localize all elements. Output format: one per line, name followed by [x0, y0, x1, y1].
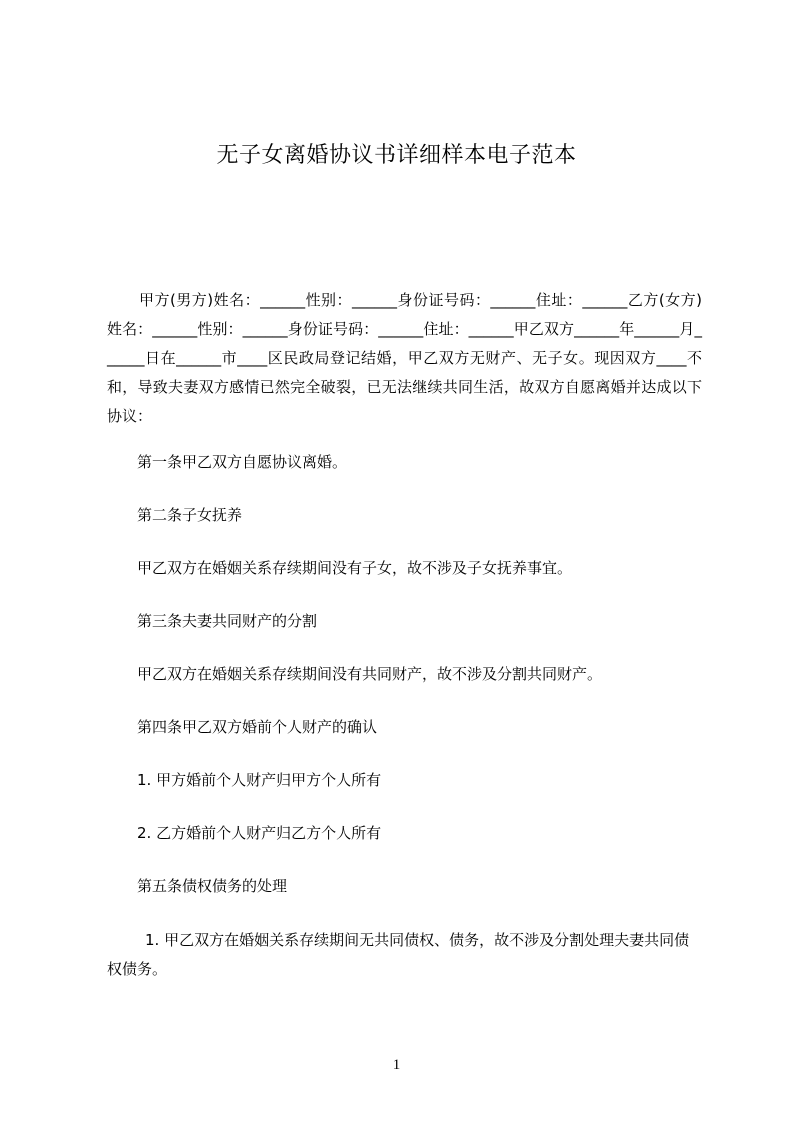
intro-paragraph: 甲方(男方)姓名：______性别：______身份证号码：______住址：______乙方(女方)姓名：______性别：______身份证号码：______住址：______甲乙双方______年______月______日在______市____区民政局登记结婚，甲乙双方无财产、无子女。现因双方____不和，导致夫妻双方感情已然完全破裂，已无法继续共同生活，故双方自愿离婚并达成以下协议：	[107, 291, 702, 425]
article-5-heading: 第五条债权债务的处理	[137, 877, 288, 895]
article-2-body: 甲乙双方在婚姻关系存续期间没有子女，故不涉及子女抚养事宜。	[137, 559, 573, 577]
article-4-item-1: 1. 甲方婚前个人财产归甲方个人所有	[137, 771, 382, 789]
article-3-body: 甲乙双方在婚姻关系存续期间没有共同财产，故不涉及分割共同财产。	[137, 665, 603, 683]
article-3-heading: 第三条夫妻共同财产的分割	[137, 612, 318, 630]
article-4-item-2: 2. 乙方婚前个人财产归乙方个人所有	[137, 824, 382, 842]
document-title: 无子女离婚协议书详细样本电子范本	[216, 143, 577, 168]
article-4-heading: 第四条甲乙双方婚前个人财产的确认	[137, 718, 378, 736]
article-1: 第一条甲乙双方自愿协议离婚。	[137, 453, 348, 471]
article-5-item-1: 1. 甲乙双方在婚姻关系存续期间无共同债权、债务，故不涉及分割处理夫妻共同债权债务。	[107, 931, 690, 978]
article-2-heading: 第二条子女抚养	[137, 506, 243, 524]
page-number: 1	[392, 1057, 401, 1073]
